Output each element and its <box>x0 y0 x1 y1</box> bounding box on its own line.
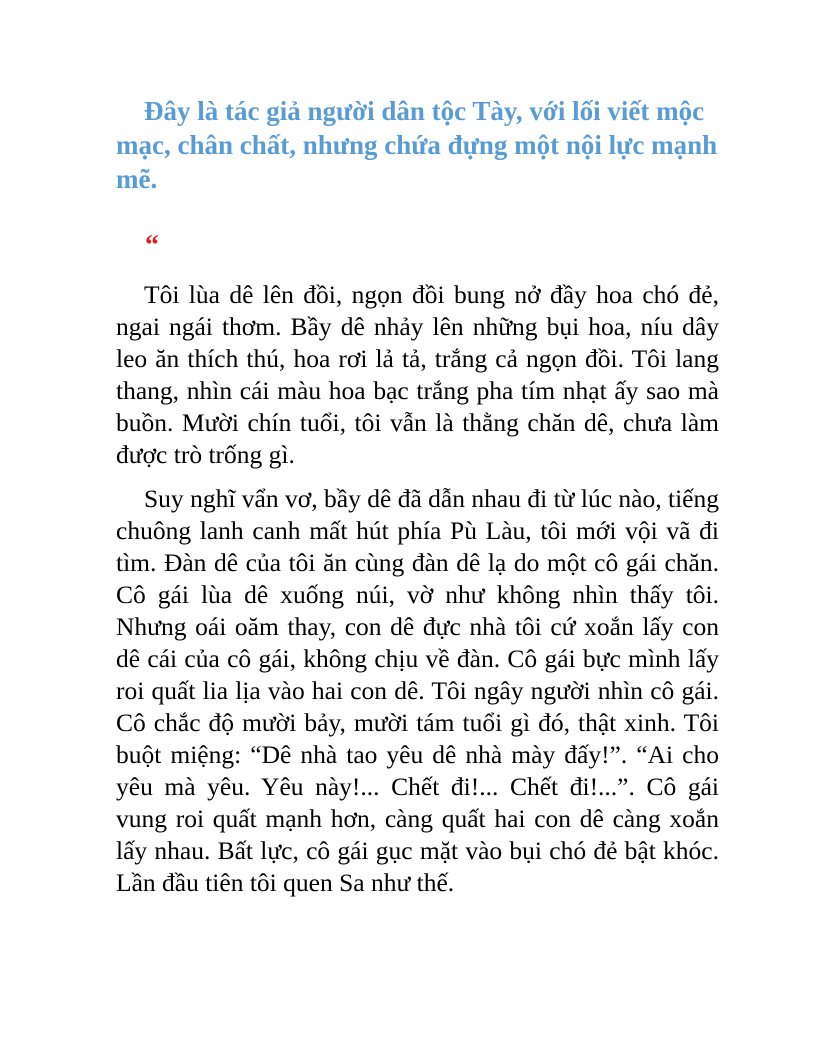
opening-quote-mark: “ <box>145 230 159 261</box>
story-paragraph-1: Tôi lùa dê lên đồi, ngọn đồi bung nở đầy hoa chó đẻ, ngai ngái thơm. Bầy dê nhảy lên những bụi hoa, níu dây leo ăn thích thú, hoa rơi lả tả, trắng cả ngọn đồi. Tôi lang thang, nhìn cái màu hoa bạc trắng pha tím nhạt ấy sao mà buồn. Mười chín tuổi, tôi vẫn là thằng chăn dê, chưa làm được trò trống gì. <box>116 280 719 469</box>
story-body <box>116 279 719 911</box>
intro-paragraph: Đây là tác giả người dân tộc Tày, với lối viết mộc mạc, chân chất, nhưng chứa đựng một nội lực mạnh mẽ. <box>116 96 718 194</box>
story-paragraph-2: Suy nghĩ vẩn vơ, bầy dê đã dẫn nhau đi từ lúc nào, tiếng chuông lanh canh mất hút phía Pù Làu, tôi mới vội vã đi tìm. Đàn dê của tôi ăn cùng đàn dê lạ do một cô gái chăn. Cô gái lùa dê xuống núi, vờ như không nhìn thấy tôi. Nhưng oái oăm thay, con dê đực nhà tôi cứ xoắn lấy con dê cái của cô gái, không chịu về đàn. Cô gái bực mình lấy roi quất lia lịa vào hai con dê. Tôi ngây người nhìn cô gái. Cô chắc độ mười bảy, mười tám tuổi gì đó, thật xinh. Tôi buột miệng: “Dê nhà tao yêu dê nhà mày đấy!”. “Ai cho yêu mà yêu. Yêu này!... Chết đi!... Chết đi!...”. Cô gái vung roi quất mạnh hơn, càng quất hai con dê càng xoắn lấy nhau. Bất lực, cô gái gục mặt vào bụi chó đẻ bật khóc. Lần đầu tiên tôi quen Sa như thế. <box>116 484 719 897</box>
